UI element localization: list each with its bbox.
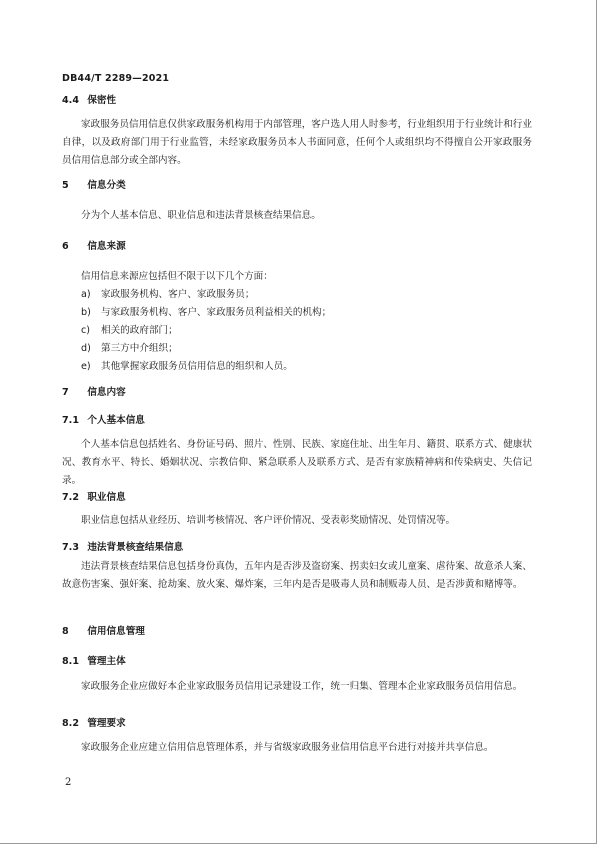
standard-number: DB44/T 2289—2021: [62, 73, 170, 84]
section-number: 8.1: [62, 656, 79, 667]
section-heading-8-1: [62, 653, 126, 671]
section-number: 4.4: [62, 95, 79, 106]
section-number: 5: [62, 180, 69, 191]
section-heading-7: [62, 384, 126, 402]
list-marker: b): [81, 307, 91, 318]
list-marker: e): [81, 361, 91, 372]
section-title: 信息分类: [87, 180, 126, 191]
section-number: 7.3: [62, 542, 79, 553]
list-item: [81, 322, 178, 340]
page-number: 2: [65, 777, 72, 788]
section-heading-7-1: [62, 412, 145, 430]
section-title: 个人基本信息: [87, 415, 145, 426]
section-number: 6: [62, 241, 69, 252]
list-text: 家政服务机构、客户、家政服务员；: [101, 289, 255, 300]
section-title: 违法背景核查结果信息: [87, 542, 184, 553]
section-number: 7.1: [62, 415, 79, 426]
paragraph-4-4: 家政服务员信用信息仅供家政服务机构用于内部管理，客户选人用人时参考，行业组织用于行业统计和行业自律，以及政府部门用于行业监管，未经家政服务员本人书面同意，任何个人或组织均不得擅自公开家政服务员信用信息部分或全部内容。: [62, 119, 532, 166]
list-text: 相关的政府部门；: [101, 325, 178, 336]
section-heading-7-3: [62, 539, 183, 557]
list-marker: a): [81, 289, 91, 300]
list-item: [81, 286, 255, 304]
list-text: 与家政服务机构、客户、家政服务员利益相关的机构；: [101, 307, 332, 318]
paragraph-7-2: 职业信息包括从业经历、培训考核情况、客户评价情况、受表彰奖励情况、处罚情况等。: [81, 515, 456, 526]
list-item: [81, 358, 293, 376]
paragraph-8-2: 家政服务企业应建立信用信息管理体系，并与省级家政服务业信用信息平台进行对接并共享信息。: [81, 742, 494, 753]
section-heading-8: [62, 623, 145, 641]
paragraph-5: 分为个人基本信息、职业信息和违法背景核查结果信息。: [81, 210, 321, 221]
section-title: 信用信息管理: [87, 626, 145, 637]
paragraph-7-1: 个人基本信息包括姓名、身份证号码、照片、性别、民族、家庭住址、出生年月、籍贯、联系方式、健康状况、教育水平、特长、婚姻状况、宗教信仰、紧急联系人及联系方式、是否有家族精神病和传染病史、失信记录。: [62, 439, 532, 486]
section-number: 8: [62, 626, 69, 637]
section-heading-5: [62, 177, 126, 195]
paragraph-7-3: 违法背景核查结果信息包括身份真伪，五年内是否涉及盗窃案、拐卖妇女或儿童案、虐待案、故意杀人案、故意伤害案、强奸案、抢劫案、放火案、爆炸案，三年内是否是吸毒人员和制贩毒人员、是否涉黄和赌博等。: [62, 561, 532, 590]
list-text: 第三方中介组织；: [101, 343, 178, 354]
list-item: [81, 304, 331, 322]
section-number: 7: [62, 387, 69, 398]
section-heading-8-2: [62, 715, 126, 733]
list-text: 其他掌握家政服务员信用信息的组织和人员。: [101, 361, 293, 372]
section-title: 管理主体: [87, 656, 126, 667]
section-title: 职业信息: [87, 492, 126, 503]
list-marker: c): [81, 325, 91, 336]
paragraph-6: 信用信息来源应包括但不限于以下几个方面：: [81, 271, 273, 282]
list-marker: d): [81, 343, 91, 354]
section-title: 保密性: [87, 95, 117, 106]
section-title: 信息内容: [87, 387, 126, 398]
section-heading-7-2: [62, 489, 126, 507]
section-title: 管理要求: [87, 718, 126, 729]
section-title: 信息来源: [87, 241, 126, 252]
section-number: 8.2: [62, 718, 79, 729]
section-heading-4-4: [62, 92, 116, 110]
section-heading-6: [62, 238, 126, 256]
section-number: 7.2: [62, 492, 79, 503]
paragraph-8-1: 家政服务企业应做好本企业家政服务员信用记录建设工作，统一归集、管理本企业家政服务员信用信息。: [81, 681, 523, 692]
list-item: [81, 340, 178, 358]
